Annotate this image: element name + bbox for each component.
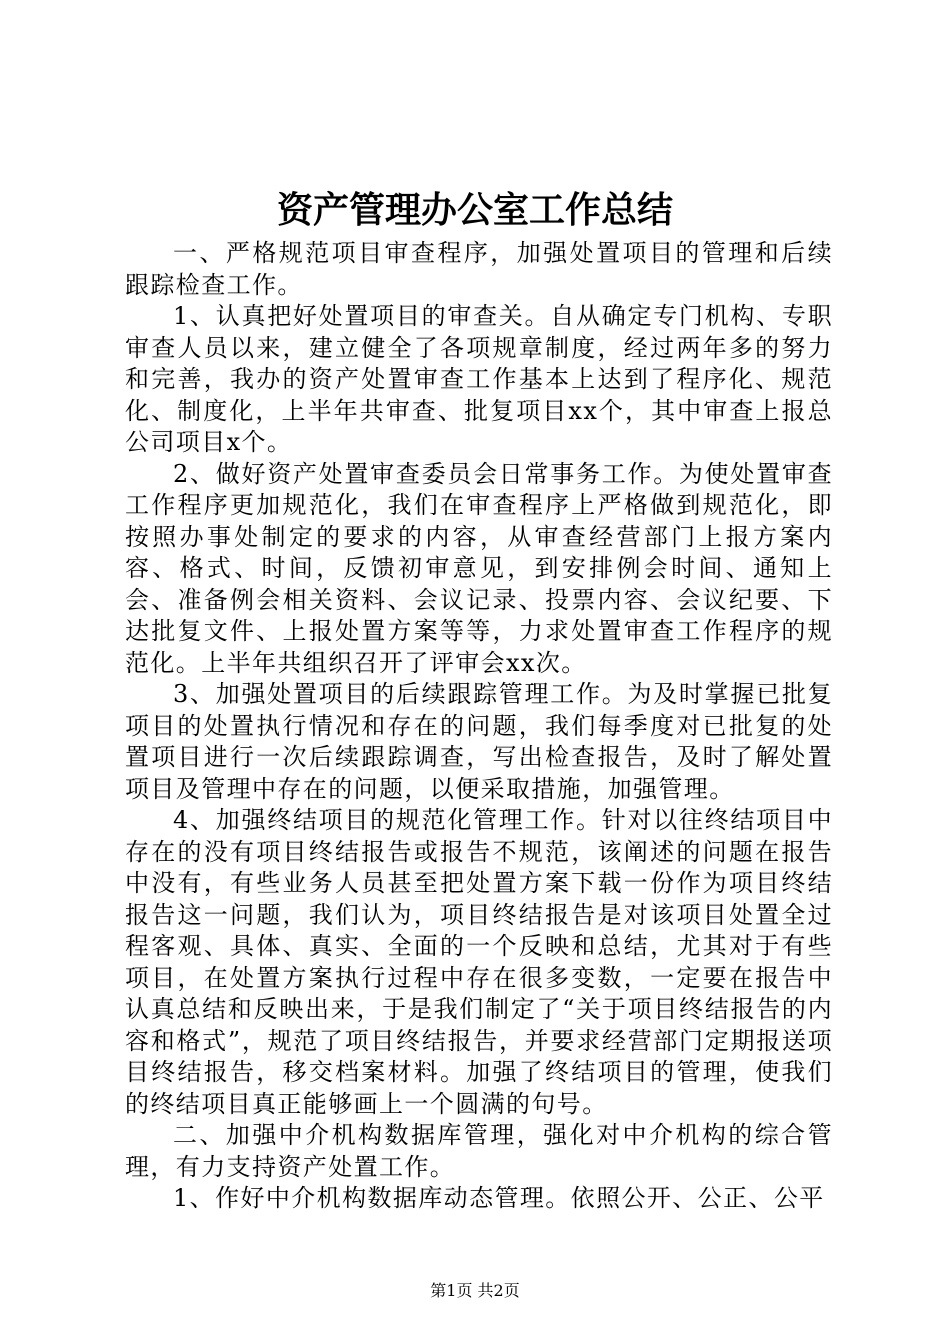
paragraph-committee-affairs: 2、做好资产处置审查委员会日常事务工作。为使处置审查工作程序更加规范化，我们在审查程序上严格做到规范化，即按照办事处制定的要求的内容，从审查经营部门上报方案内容、格式、时间，反馈初审意见，到安排例会时间、通知上会、准备例会相关资料、会议记录、投票内容、会议纪要、下达批复文件、上报处置方案等等，力求处置审查工作程序的规范化。上半年共组织召开了评审会xx次。 [125,459,833,677]
paragraph-agency-database: 1、作好中介机构数据库动态管理。依照公开、公正、公平 [173,1184,825,1212]
paragraph-closing-projects: 4、加强终结项目的规范化管理工作。针对以往终结项目中存在的没有项目终结报告或报告不规范，该阐述的问题在报告中没有，有些业务人员甚至把处置方案下载一份作为项目终结报告这一问题，我们认为，项目终结报告是对该项目处置全过程客观、具体、真实、全面的一个反映和总结，尤其对于有些项目，在处置方案执行过程中存在很多变数，一定要在报告中认真总结和反映出来，于是我们制定了“关于项目终结报告的内容和格式”，规范了项目终结报告，并要求经营部门定期报送项目终结报告，移交档案材料。加强了终结项目的管理，使我们的终结项目真正能够画上一个圆满的句号。 [125,806,833,1118]
page-footer: 第1页 共2页 [430,1281,520,1300]
document-title: 资产管理办公室工作总结 [276,189,673,231]
document-body [125,238,833,1215]
paragraph-review-gate: 1、认真把好处置项目的审查关。自从确定专门机构、专职审查人员以来，建立健全了各项规章制度，经过两年多的努力和完善，我办的资产处置审查工作基本上达到了程序化、规范化、制度化，上半年共审查、批复项目xx个，其中审查上报总公司项目x个。 [125,302,833,456]
paragraph-follow-up-tracking: 3、加强处置项目的后续跟踪管理工作。为及时掌握已批复项目的处置执行情况和存在的问题，我们每季度对已批复的处置项目进行一次后续跟踪调查，写出检查报告，及时了解处置项目及管理中存在的问题，以便采取措施，加强管理。 [125,680,833,803]
section-one-heading: 一、严格规范项目审查程序，加强处置项目的管理和后续跟踪检查工作。 [125,239,833,299]
section-two-heading: 二、加强中介机构数据库管理，强化对中介机构的综合管理，有力支持资产处置工作。 [125,1121,833,1181]
